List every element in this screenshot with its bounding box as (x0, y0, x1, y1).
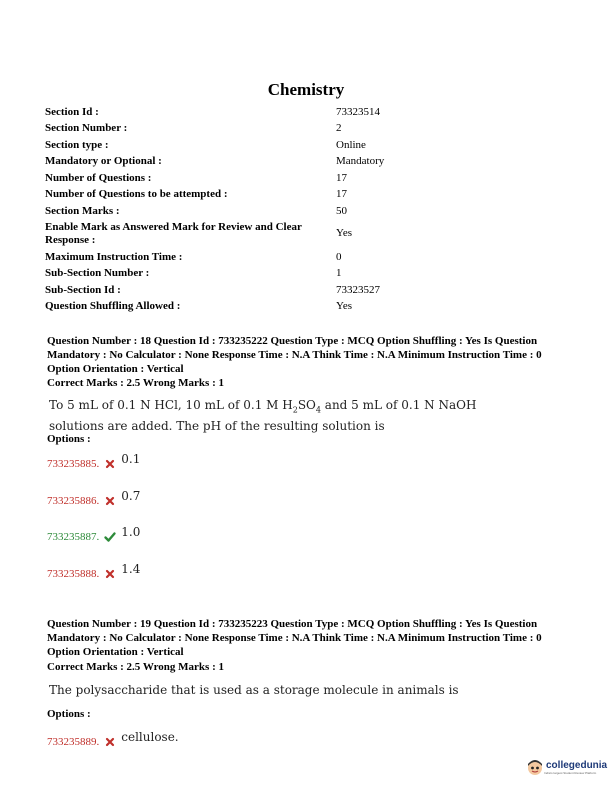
option-row (47, 489, 141, 508)
collegedunia-logo (526, 758, 607, 776)
option-row (47, 452, 141, 471)
section-label: Section type : (45, 139, 109, 151)
page-title: Chemistry (267, 80, 345, 99)
section-label: Section Marks : (45, 205, 120, 217)
section-label: Mandatory or Optional : (45, 155, 162, 167)
section-value: 73323514 (336, 106, 380, 118)
option-row-correct (47, 525, 141, 544)
option-row (47, 730, 179, 749)
logo-tagline: India's largest Student Review Platform (544, 770, 597, 775)
option-id: 733235889. (47, 736, 100, 748)
section-value: 0 (336, 251, 342, 263)
logo-text (544, 760, 607, 775)
section-label: Section Number : (45, 122, 128, 134)
options-label: Options : (47, 433, 91, 445)
cross-icon (103, 735, 117, 749)
section-value: 1 (336, 267, 342, 279)
section-label: Section Id : (45, 106, 99, 118)
section-value: Online (336, 139, 366, 151)
option-id: 733235886. (47, 495, 100, 507)
question-text-part: To 5 mL of 0.1 N HCl, 10 mL of 0.1 M H (49, 398, 293, 412)
section-label: Number of Questions to be attempted : (45, 188, 228, 200)
check-icon (103, 530, 117, 544)
question-text-part: SO (297, 398, 316, 412)
question-text-part: and 5 mL of 0.1 N NaOH solutions are added. The pH of the resulting solution is (49, 398, 477, 434)
section-value: 17 (336, 188, 347, 200)
options-label: Options : (47, 708, 91, 720)
section-value: 50 (336, 205, 347, 217)
section-value: Yes (336, 227, 353, 239)
logo-name: collegedunia (546, 759, 608, 771)
section-value: Mandatory (336, 155, 385, 167)
option-id: 733235888. (47, 568, 100, 580)
subscript: 2 (292, 405, 298, 415)
mascot-icon (526, 758, 544, 776)
section-label: Sub-Section Number : (45, 267, 150, 279)
section-label: Sub-Section Id : (45, 284, 121, 296)
option-text: cellulose. (121, 730, 179, 744)
option-row (47, 562, 141, 581)
section-value: Yes (336, 300, 353, 312)
option-text: 0.1 (121, 452, 141, 466)
question-header: Question Number : 18 Question Id : 733235222 Question Type : MCQ Option Shuffling : Yes Is Question Mandatory : No Calculator : None Response Time : N.A Think Time : N.A Minimum Instruction Time : 0 Option Orientation : Vertical (47, 335, 542, 375)
option-text: 0.7 (121, 489, 141, 503)
option-id: 733235885. (47, 458, 100, 470)
option-text: 1.0 (121, 525, 141, 539)
question-text (49, 397, 529, 434)
section-label: Enable Mark as Answered Mark for Review and Clear Response : (45, 221, 302, 246)
section-value: 73323527 (336, 284, 380, 296)
cross-icon (103, 567, 117, 581)
option-id: 733235887. (47, 531, 100, 543)
question-marks: Correct Marks : 2.5 Wrong Marks : 1 (47, 377, 224, 389)
cross-icon (103, 457, 117, 471)
question-text: The polysaccharide that is used as a storage molecule in animals is (49, 683, 459, 697)
section-value: 2 (336, 122, 342, 134)
section-value: 17 (336, 172, 347, 184)
option-text: 1.4 (121, 562, 141, 576)
section-label: Maximum Instruction Time : (45, 251, 183, 263)
cross-icon (103, 494, 117, 508)
section-label: Question Shuffling Allowed : (45, 300, 181, 312)
section-label: Number of Questions : (45, 172, 152, 184)
subscript: 4 (315, 405, 321, 415)
question-marks: Correct Marks : 2.5 Wrong Marks : 1 (47, 661, 224, 673)
question-header: Question Number : 19 Question Id : 733235223 Question Type : MCQ Option Shuffling : Yes Is Question Mandatory : No Calculator : None Response Time : N.A Think Time : N.A Minimum Instruction Time : 0 Option Orientation : Vertical (47, 618, 542, 658)
